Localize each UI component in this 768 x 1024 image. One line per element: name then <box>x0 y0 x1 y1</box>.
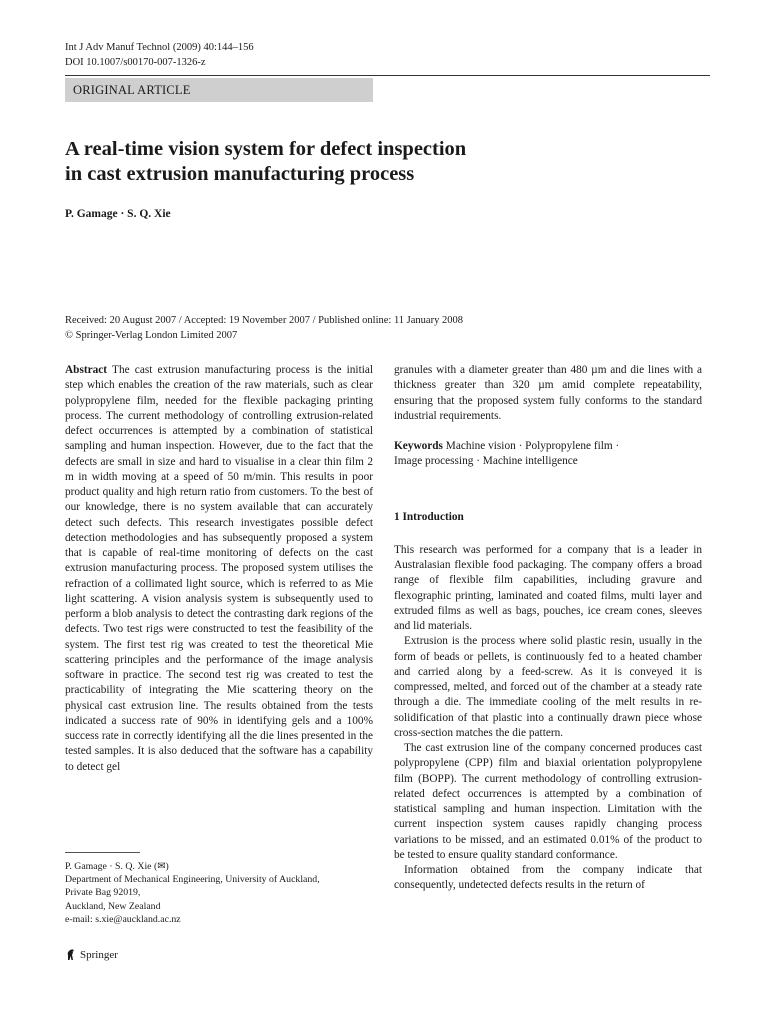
publisher-name: Springer <box>80 948 118 961</box>
keywords-line-2: Image processing · Machine intelligence <box>394 455 578 468</box>
section-heading-introduction: 1 Introduction <box>394 510 464 523</box>
doi: DOI 10.1007/s00170-007-1326-z <box>65 57 206 68</box>
footnote-authors: P. Gamage · S. Q. Xie (✉) <box>65 861 169 872</box>
abstract-label: Abstract <box>65 364 108 376</box>
intro-paragraph-4: Information obtained from the company indicate that consequently, undetected defects results in the return of <box>394 864 702 892</box>
abstract-paragraph <box>65 363 373 775</box>
copyright-line: © Springer-Verlag London Limited 2007 <box>65 330 238 341</box>
publication-dates <box>65 313 463 343</box>
author-list: P. Gamage · S. Q. Xie <box>65 208 171 220</box>
journal-citation: Int J Adv Manuf Technol (2009) 40:144–156 <box>65 42 254 53</box>
article-type-label: ORIGINAL ARTICLE <box>65 78 373 102</box>
intro-paragraph-2: Extrusion is the process where solid plastic resin, usually in the form of beads or pellets, is continuously fed to a heated chamber and carried along by a feed-screw. As it is conveyed it is compressed, melted, and forced out of the chamber at a steady rate through a die. The immediate cooling of the melt results in re-solidification of that plastic into a continually drawn piece whose cross-section matches the die pattern. <box>394 635 702 739</box>
keywords-label: Keywords <box>394 440 443 452</box>
journal-info <box>65 40 254 70</box>
intro-paragraph-1: This research was performed for a company that is a leader in Australasian flexible food packaging. The company offers a broad range of flexible film capabilities, including gravure and flexographic printing, laminated and coated films, multi layer and extruded films as well as bags, pouches, ice cream cones, sleeves and lid materials. <box>394 543 702 632</box>
keywords-paragraph <box>394 439 702 470</box>
footnote-city: Auckland, New Zealand <box>65 900 161 912</box>
publisher-logo <box>65 948 118 961</box>
title-line-1: A real-time vision system for defect inspection <box>65 138 467 160</box>
article-title <box>65 137 685 187</box>
header-rule <box>65 75 710 76</box>
intro-paragraph-3: The cast extrusion line of the company concerned produces cast polypropylene (CPP) film and biaxial orientation polypropylene film (BOPP). The current methodology of controlling extrusion-related defect occurrences is attempted by a combination of statistical sampling and human inspection. Limitation with the current inspection system causes rapidly changing process variations to be missed, and an estimated 0.01% of the product to be tested to ensure quality standard conformance. <box>394 742 702 861</box>
right-column <box>394 363 702 894</box>
abstract-continuation: granules with a diameter greater than 480 µm and die lines with a thickness greater than 320 µm amid complete repeatability, ensuring that the proposed system fully conforms to the standard industrial requirements. <box>394 364 702 422</box>
abstract-text: The cast extrusion manufacturing process is the initial step which enables the creation of the raw materials, such as clear polypropylene film, needed for the flexible packaging printing process. The current methodology of controlling extrusion-related defect occurrences is attempted by a combination of statistical sampling and human inspection. However, due to the fact that the defects are small in size and hard to visualise in a clear thin film 2 m in width moving at a speed of 50 m/min. This results in poor product quality and high return ratio from customers. To the best of our knowledge, there is no system available that can accurately detect such defects. This research investigates possible defect detection methodologies and has subsequently proposed a system that is capable of real-time monitoring of defects on the cast extrusion manufacturing process. The proposed system utilises the refraction of a collimated light source, which is referred to as Mie light scattering. A vision analysis system is subsequently used to perform a blob analysis to detect the contrasting dark regions of the defects. Two test rigs were constructed to test the feasibility of the system. The first test rig was created to test the theoretical Mie scattering principles and the performance of the image analysis software in practice. The second test rig was created to test the practicability of integrating the Mie scattering theory on the physical cast extrusion line. The results obtained from the tests indicated a success rate of 90% in identifying gels and a 100% success rate in correctly identifying all the die lines presented in the tested samples. It is also deduced that the software has a capability to detect gel <box>65 364 374 773</box>
keywords-line-1: Machine vision · Polypropylene film · <box>445 440 620 452</box>
footnote-address: Private Bag 92019, <box>65 887 141 899</box>
left-column <box>65 363 373 775</box>
title-line-2: in cast extrusion manufacturing process <box>65 163 415 185</box>
springer-horse-icon <box>65 948 77 961</box>
dates-line: Received: 20 August 2007 / Accepted: 19 November 2007 / Published online: 11 January 2008 <box>65 315 463 326</box>
footnote-department: Department of Mechanical Engineering, University of Auckland, <box>65 874 320 886</box>
author-affiliation-footnote <box>65 860 320 926</box>
footnote-rule <box>65 852 140 853</box>
footnote-email: e-mail: s.xie@auckland.ac.nz <box>65 913 181 925</box>
